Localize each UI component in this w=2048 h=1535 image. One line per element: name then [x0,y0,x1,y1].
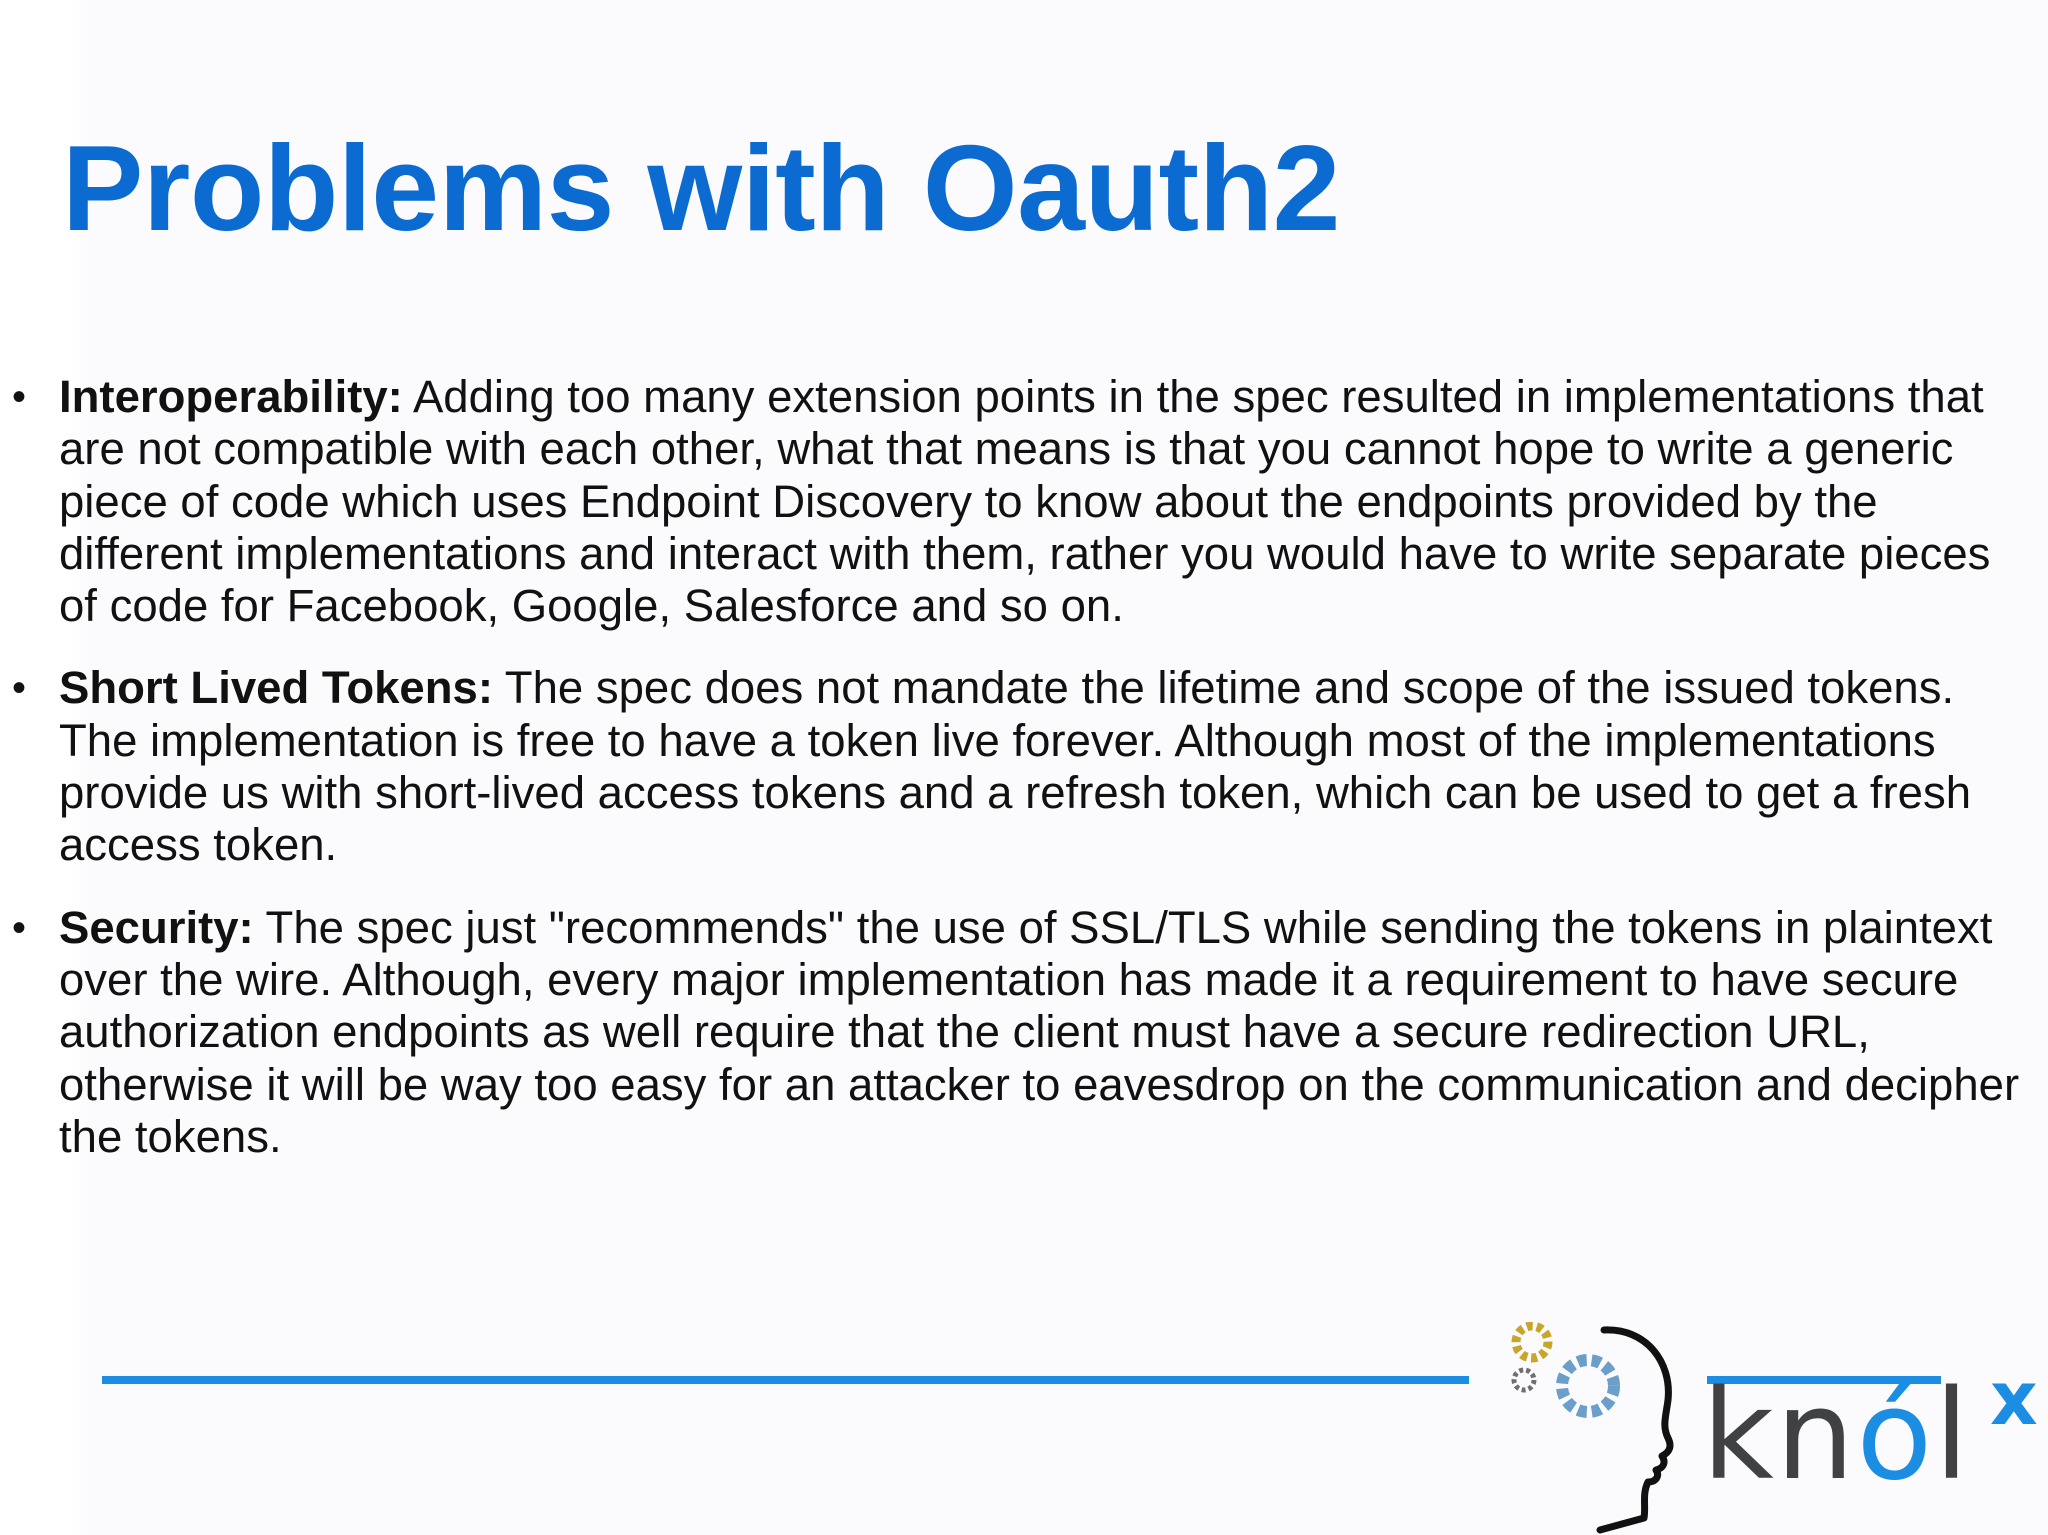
head-with-gears-icon [1496,1322,1696,1535]
logo-word-accent: ó [1856,1364,1935,1508]
bullet-text: Adding too many extension points in the spec resulted in implementations that are not compatible with each other, what that means is that you cannot hope to write a generic piece of code which uses Endpoint Discovery to know about the endpoints provided by the different implementations and interact with them, rather you would have to write separate pieces of code for Facebook, Google, Salesforce and so on. [59,371,1991,632]
slide-title: Problems with Oauth2 [62,120,1340,256]
logo-wordmark [1702,1364,1971,1508]
bullet-dot-icon: • [12,666,27,711]
bullet-term: Short Lived Tokens: [59,662,493,714]
footer-divider-left [102,1376,1469,1384]
knolx-logo [1496,1322,2048,1535]
logo-superscript-x: x [1990,1356,2038,1442]
bullet-item-short-lived-tokens [0,662,2048,871]
logo-word-end: l [1934,1364,1971,1508]
bullet-text: The spec just "recommends" the use of SSL/TLS while sending the tokens in plaintext over the wire. Although, every major implementation has made it a requirement to have secure authorization endpoints as well require that the client must have a secure redirection URL, otherwise it will be way too easy for an attacker to eavesdrop on the communication and decipher the tokens. [59,901,2020,1162]
bullet-term: Interoperability: [59,371,403,422]
bullet-list [0,371,2048,1193]
bullet-item-security [0,902,2048,1163]
bullet-term: Security: [59,901,254,953]
logo-word-start: kn [1702,1364,1857,1508]
bullet-dot-icon: • [12,905,27,950]
bullet-dot-icon: • [12,375,27,419]
bullet-item-interoperability [0,371,2048,632]
bullet-text: The spec does not mandate the lifetime and scope of the issued tokens. The implementation is free to have a token live forever. Although most of the implementations provide us with short-lived access tokens and a refresh token, which can be used to get a fresh access token. [59,662,1972,871]
